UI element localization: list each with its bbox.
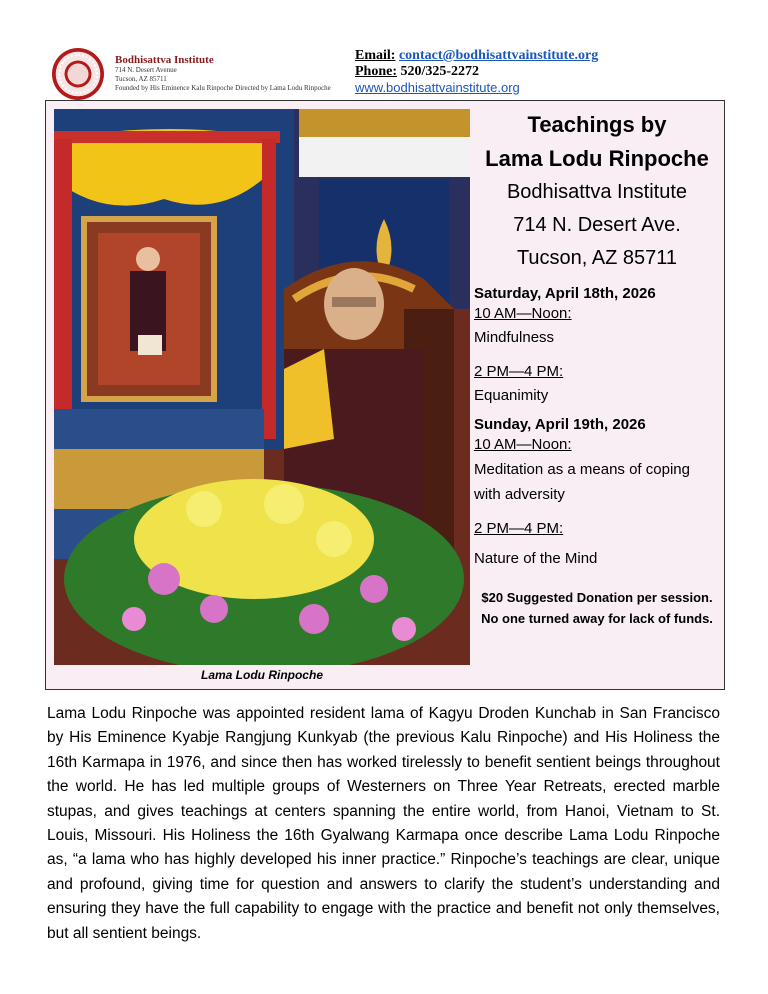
- venue-street: 714 N. Desert Ave.: [513, 214, 681, 236]
- session-time: 10 AM—Noon:: [474, 305, 572, 322]
- bio-paragraph: Lama Lodu Rinpoche was appointed resident lama of Kagyu Droden Kunchab in San Francisco by His Eminence Kyabje Rangjung Kunkyab (the previous Kalu Rinpoche) and His Holiness the 16th Karmapa in 1976, and since then has worked tirelessly to benefit sentient beings throughout the world. He has led multiple groups of Westerners on Three Year Retreats, erected marble stupas, and gives teachings at centers spanning the entire world, from Hanoi, Vietnam to St. Louis, Missouri. His Holiness the 16th Gyalwang Karmapa once describe Lama Lodu Rinpoche as, “a lama who has highly developed his inner practice.” Rinpoche’s teachings are clear, unique and profound, giving time for question and answers to clarify the student’s understanding and ensuring they have the full capability to engage with the practice and benefit not only themselves, but all sentient beings.: [47, 705, 720, 942]
- email-link[interactable]: contact@bodhisattvainstitute.org: [398, 48, 599, 63]
- org-name: Bodhisattva Institute: [115, 54, 214, 66]
- session-topic: Mindfulness: [474, 329, 555, 346]
- day-saturday: Saturday, April 18th, 2026: [474, 285, 656, 302]
- website-link[interactable]: www.bodhisattvainstitute.org: [355, 80, 520, 95]
- donation-line2: No one turned away for lack of funds.: [481, 611, 713, 626]
- session-topic: Nature of the Mind: [474, 550, 598, 567]
- venue-name: Bodhisattva Institute: [506, 181, 688, 203]
- session-time: 2 PM—4 PM:: [474, 363, 564, 380]
- session-topic: Equanimity: [474, 387, 549, 404]
- session-time: 2 PM—4 PM:: [474, 520, 564, 537]
- venue-city: Tucson, AZ 85711: [516, 247, 678, 269]
- org-address-line2: Tucson, AZ 85711: [115, 75, 167, 83]
- org-address-line1: 714 N. Desert Avenue: [115, 66, 177, 74]
- phone-number: 520/325-2272: [400, 64, 480, 79]
- donation-line1: $20 Suggested Donation per session.: [481, 590, 713, 605]
- event-title-line1: Teachings by: [527, 112, 667, 137]
- day-sunday: Sunday, April 19th, 2026: [474, 416, 646, 433]
- phone-label: Phone:: [355, 64, 397, 79]
- org-block: [115, 54, 331, 93]
- email-label: Email:: [355, 48, 396, 63]
- event-details: [474, 108, 720, 629]
- photo-caption: Lama Lodu Rinpoche: [200, 668, 323, 682]
- session-topic: Meditation as a means of coping with adversity: [474, 461, 690, 503]
- event-title-line2: Lama Lodu Rinpoche: [485, 146, 709, 171]
- contact-block: [355, 48, 598, 97]
- org-founded-line: Founded by His Eminence Kalu Rinpoche Directed by Lama Lodu Rinpoche: [115, 84, 331, 92]
- institute-logo: [52, 48, 104, 100]
- lama-photo: [54, 109, 470, 665]
- session-time: 10 AM—Noon:: [474, 436, 572, 453]
